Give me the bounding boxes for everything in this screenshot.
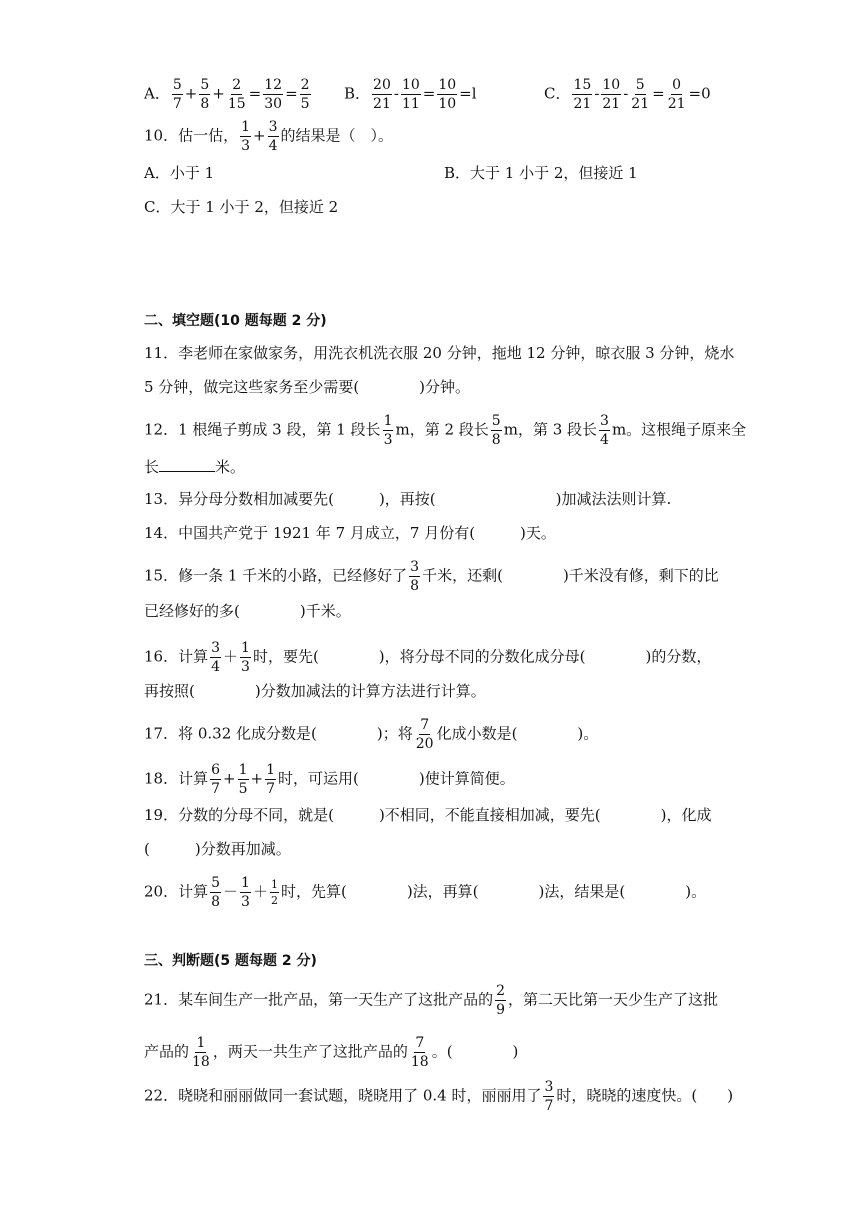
numerator: 7 xyxy=(415,1035,425,1051)
question-21 xyxy=(144,984,718,1017)
numerator: 3 xyxy=(600,413,609,429)
question-text: 16．计算 xyxy=(144,647,209,666)
fraction xyxy=(210,641,221,674)
denominator: 8 xyxy=(200,96,210,112)
question-text: 千米，还剩( )千米没有修，剩下的比 xyxy=(422,566,719,585)
denominator: 5 xyxy=(300,96,310,112)
question-11-line2: 5 分钟，做完这些家务至少需要( )分钟。 xyxy=(144,378,471,396)
q9-option-c xyxy=(544,78,711,111)
answer-blank[interactable] xyxy=(159,457,215,472)
question-text: 米。 xyxy=(215,458,246,476)
numerator: 5 xyxy=(635,77,645,93)
numerator: 15 xyxy=(573,77,592,93)
fraction xyxy=(437,78,457,111)
denominator: 8 xyxy=(491,432,501,448)
fraction xyxy=(300,78,311,111)
numerator: 10 xyxy=(438,77,457,93)
fraction xyxy=(263,78,283,111)
operator: + xyxy=(253,126,266,145)
question-10 xyxy=(144,120,393,153)
question-19-line2: ( )分数再加减。 xyxy=(144,840,291,858)
q10-option-c[interactable]: C．大于 1 小于 2，但接近 2 xyxy=(144,198,339,216)
q9-option-b xyxy=(344,78,477,111)
numerator: 2 xyxy=(232,77,242,93)
question-text: 时，可运用( )使计算简便。 xyxy=(278,769,515,788)
q9-option-a xyxy=(144,78,313,111)
question-text: 20．计算 xyxy=(144,882,209,901)
denominator: 7 xyxy=(172,96,182,112)
question-text: 时，先算( )法，再算( )法，结果是( )。 xyxy=(280,882,707,901)
denominator: 21 xyxy=(573,96,592,112)
operator: + xyxy=(212,84,225,103)
denominator: 8 xyxy=(211,894,221,910)
fraction xyxy=(265,763,276,796)
fraction xyxy=(210,876,221,909)
numerator: 1 xyxy=(383,413,393,429)
fraction xyxy=(372,78,392,111)
q10-option-b[interactable]: B．大于 1 小于 2，但接近 1 xyxy=(444,164,638,182)
operator: - xyxy=(393,84,399,103)
denominator: 9 xyxy=(496,1002,506,1018)
section-title-true-false: 三、判断题(5 题每题 2 分) xyxy=(144,953,317,969)
option-label: C． xyxy=(544,84,571,103)
fraction xyxy=(401,78,421,111)
fraction xyxy=(172,78,183,111)
question-text: 长 xyxy=(144,458,160,476)
numerator: 1 xyxy=(266,762,276,778)
denominator: 3 xyxy=(383,432,393,448)
denominator: 15 xyxy=(227,96,246,112)
fraction xyxy=(630,78,650,111)
denominator: 21 xyxy=(602,96,621,112)
numerator: 20 xyxy=(373,77,391,93)
question-20 xyxy=(144,876,706,909)
fraction xyxy=(240,876,251,909)
operator: = xyxy=(248,84,262,103)
question-12 xyxy=(144,414,746,447)
question-18 xyxy=(144,763,515,796)
denominator: 21 xyxy=(631,96,650,112)
denominator: 7 xyxy=(211,781,221,797)
denominator: 30 xyxy=(264,96,283,112)
question-text: 17．将 0.32 化成分数是( )；将 xyxy=(144,724,413,743)
question-text: 18．计算 xyxy=(144,769,209,788)
numerator: 1 xyxy=(241,640,250,656)
question-text: 化成小数是( )。 xyxy=(436,724,599,743)
operator: = xyxy=(422,84,436,103)
operator: =l xyxy=(459,84,477,103)
numerator: 5 xyxy=(200,77,210,93)
question-16-line2: 再按照( )分数加减法的计算方法进行计算。 xyxy=(144,682,486,700)
fraction xyxy=(410,1036,430,1069)
fraction xyxy=(191,1036,211,1069)
numerator: 12 xyxy=(264,77,283,93)
denominator: 10 xyxy=(438,96,457,112)
fraction xyxy=(383,414,394,447)
numerator: 3 xyxy=(410,559,420,575)
fraction xyxy=(601,78,621,111)
fraction xyxy=(240,641,251,674)
numerator: 1 xyxy=(196,1035,206,1051)
denominator: 5 xyxy=(238,781,248,797)
question-text: 时，要先( )，将分母不同的分数化成分母( )的分数， xyxy=(252,647,712,666)
operator: + xyxy=(184,84,198,103)
numerator: 3 xyxy=(211,640,221,656)
fraction xyxy=(572,78,592,111)
question-text: 22．晓晓和丽丽做同一套试题，晓晓用了 0.4 时，丽丽用了 xyxy=(144,1086,542,1105)
question-text: m，第 3 段长 xyxy=(503,420,598,439)
operator: ＋ xyxy=(223,647,239,666)
denominator: 21 xyxy=(667,96,686,112)
numerator: 1 xyxy=(270,878,278,891)
section-title-fill-in: 二、填空题(10 题每题 2 分) xyxy=(144,313,327,329)
fraction xyxy=(270,879,279,906)
question-text: m，第 2 段长 xyxy=(395,420,489,439)
question-text: 21．某车间生产一批产品，第一天生产了这批产品的 xyxy=(144,990,494,1009)
numerator: 10 xyxy=(401,77,420,93)
denominator: 2 xyxy=(270,894,278,907)
question-16 xyxy=(144,641,711,674)
operator: ＋ xyxy=(252,882,268,901)
question-14: 14．中国共产党于 1921 年 7 月成立，7 月份有( )天。 xyxy=(144,524,556,542)
operator: - xyxy=(623,84,629,103)
fraction xyxy=(599,414,610,447)
numerator: 3 xyxy=(268,119,278,135)
question-text: 10．估一估， xyxy=(144,126,239,145)
fraction xyxy=(199,78,210,111)
denominator: 7 xyxy=(266,781,276,797)
question-17 xyxy=(144,718,598,751)
denominator: 20 xyxy=(415,736,434,752)
question-text: 。( ) xyxy=(431,1042,519,1061)
option-label: B． xyxy=(344,84,371,103)
numerator: 1 xyxy=(238,762,248,778)
question-text: 12．1 根绳子剪成 3 段，第 1 段长 xyxy=(144,420,381,439)
operator: - xyxy=(594,84,600,103)
operator: =0 xyxy=(688,84,711,103)
numerator: 1 xyxy=(241,875,250,891)
fraction xyxy=(667,78,687,111)
question-text: ，第二天比第一天少生产了这批 xyxy=(508,990,719,1009)
fraction xyxy=(238,763,249,796)
denominator: 11 xyxy=(401,96,420,112)
operator: + xyxy=(250,769,264,788)
fraction xyxy=(415,718,435,751)
denominator: 4 xyxy=(600,432,609,448)
denominator: 3 xyxy=(241,659,250,675)
fraction xyxy=(210,763,221,796)
denominator: 21 xyxy=(373,96,391,112)
question-text: 15．修一条 1 千米的小路，已经修好了 xyxy=(144,566,408,585)
question-text: m。这根绳子原来全 xyxy=(611,420,747,439)
question-15-line2: 已经修好的多( )千米。 xyxy=(144,602,351,620)
fraction xyxy=(227,78,247,111)
fraction xyxy=(543,1080,554,1113)
fraction xyxy=(268,120,279,153)
numerator: 7 xyxy=(420,717,430,733)
numerator: 1 xyxy=(241,119,251,135)
question-text: 时，晓晓的速度快。( ) xyxy=(556,1086,734,1105)
fraction xyxy=(409,560,420,593)
question-22 xyxy=(144,1080,733,1113)
option-label: A． xyxy=(144,84,170,103)
operator: = xyxy=(285,84,298,103)
numerator: 6 xyxy=(211,762,221,778)
question-text: ，两天一共生产了这批产品的 xyxy=(212,1042,408,1061)
denominator: 8 xyxy=(410,578,420,594)
numerator: 2 xyxy=(300,77,310,93)
numerator: 5 xyxy=(172,77,182,93)
question-21-line2 xyxy=(144,1036,518,1069)
question-19-line1: 19．分数的分母不同，就是( )不相同，不能直接相加减，要先( )，化成 xyxy=(144,806,712,824)
q10-option-a[interactable]: A．小于 1 xyxy=(144,164,215,182)
denominator: 7 xyxy=(544,1098,554,1114)
denominator: 18 xyxy=(410,1054,429,1070)
denominator: 3 xyxy=(241,138,251,154)
fraction xyxy=(491,414,502,447)
fraction xyxy=(495,984,506,1017)
numerator: 10 xyxy=(602,77,621,93)
numerator: 5 xyxy=(211,875,221,891)
question-12-line2 xyxy=(144,456,245,478)
numerator: 0 xyxy=(672,77,682,93)
operator: + xyxy=(223,769,236,788)
denominator: 4 xyxy=(211,659,221,675)
denominator: 18 xyxy=(192,1054,210,1070)
question-text: 的结果是（ ）。 xyxy=(280,126,394,145)
question-15 xyxy=(144,560,719,593)
question-11-line1: 11．李老师在家做家务，用洗衣机洗衣服 20 分钟，拖地 12 分钟，晾衣服 3 分钟，烧水 xyxy=(144,344,735,362)
numerator: 3 xyxy=(544,1079,554,1095)
operator: － xyxy=(223,882,239,901)
denominator: 3 xyxy=(241,894,250,910)
question-13: 13．异分母分数相加减要先( )，再按( )加减法法则计算. xyxy=(144,490,672,508)
fraction xyxy=(240,120,251,153)
question-text: 产品的 xyxy=(144,1042,190,1061)
operator: = xyxy=(652,84,665,103)
numerator: 2 xyxy=(496,983,506,999)
numerator: 5 xyxy=(491,413,501,429)
denominator: 4 xyxy=(268,138,278,154)
